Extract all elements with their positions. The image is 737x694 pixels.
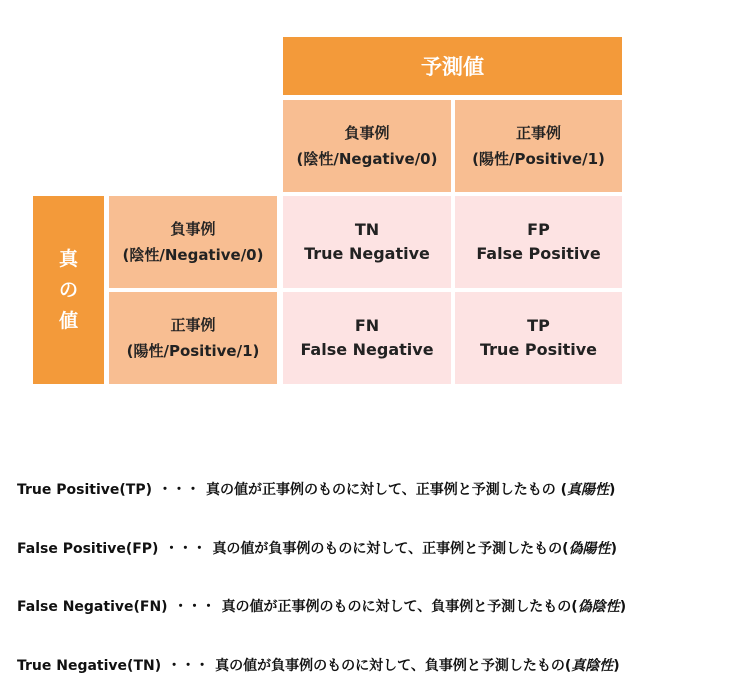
definition-separator: ・・・: [167, 658, 210, 674]
definition-tp: [17, 479, 615, 499]
definition-term: True Positive(TP): [17, 482, 152, 498]
definition-close: ): [610, 541, 617, 557]
actual-row-positive: [109, 292, 277, 384]
cell-tp-abbr: TP: [527, 316, 550, 335]
pred-col-positive: [455, 100, 622, 192]
definition-term: False Positive(FP): [17, 541, 159, 557]
cell-tn-full: True Negative: [304, 244, 430, 263]
definition-close: ): [619, 599, 627, 615]
definition-term: True Negative(TN): [17, 658, 162, 674]
actual-header-char-2: の: [58, 278, 78, 301]
actual-row-positive-line2: (陽性/Positive/1): [126, 342, 260, 360]
definition-close: ): [608, 482, 616, 498]
actual-row-negative: [109, 196, 277, 288]
cell-tn-abbr: TN: [354, 220, 380, 239]
pred-col-negative-line2: (陰性/Negative/0): [296, 150, 438, 168]
actual-value-header: [33, 196, 104, 384]
actual-row-negative-line2: (陰性/Negative/0): [122, 246, 264, 264]
definition-close: ): [613, 658, 620, 674]
actual-header-char-3: 値: [58, 309, 78, 332]
definition-separator: ・・・: [164, 541, 207, 557]
actual-header-char-1: 真: [58, 247, 78, 270]
predicted-value-header: [283, 37, 622, 95]
cell-fn: [283, 292, 451, 384]
definition-tag: 真陽性: [566, 482, 609, 498]
definition-fn: [17, 596, 626, 616]
cell-fn-abbr: FN: [354, 316, 380, 335]
definition-tn: [17, 655, 620, 675]
definition-tag: 偽陰性: [577, 599, 620, 615]
definition-separator: ・・・: [173, 599, 216, 615]
cell-tn: [283, 196, 451, 288]
cell-fp: [455, 196, 622, 288]
pred-col-positive-line2: (陽性/Positive/1): [472, 150, 605, 168]
cell-tp: [455, 292, 622, 384]
actual-row-negative-line1: 負事例: [170, 220, 216, 238]
cell-tp-full: True Positive: [480, 340, 597, 359]
actual-row-positive-line1: 正事例: [170, 316, 216, 334]
pred-col-negative-line1: 負事例: [344, 124, 390, 142]
cell-fp-full: False Positive: [476, 244, 601, 263]
pred-col-negative: [283, 100, 451, 192]
definition-description: 真の値が正事例のものに対して、正事例と予測したもの (: [205, 482, 567, 498]
definition-description: 真の値が負事例のものに対して、正事例と予測したもの(: [212, 541, 569, 557]
predicted-value-header-label: 予測値: [421, 55, 484, 79]
definition-description: 真の値が正事例のものに対して、負事例と予測したもの(: [221, 599, 578, 615]
definition-separator: ・・・: [157, 482, 200, 498]
definition-description: 真の値が負事例のものに対して、負事例と予測したもの(: [215, 658, 572, 674]
definition-tag: 偽陽性: [568, 541, 611, 557]
cell-fp-abbr: FP: [527, 220, 550, 239]
definition-tag: 真陰性: [571, 658, 614, 674]
pred-col-positive-line1: 正事例: [515, 124, 561, 142]
definition-fp: [17, 538, 617, 558]
cell-fn-full: False Negative: [300, 340, 434, 359]
definition-term: False Negative(FN): [17, 599, 168, 615]
